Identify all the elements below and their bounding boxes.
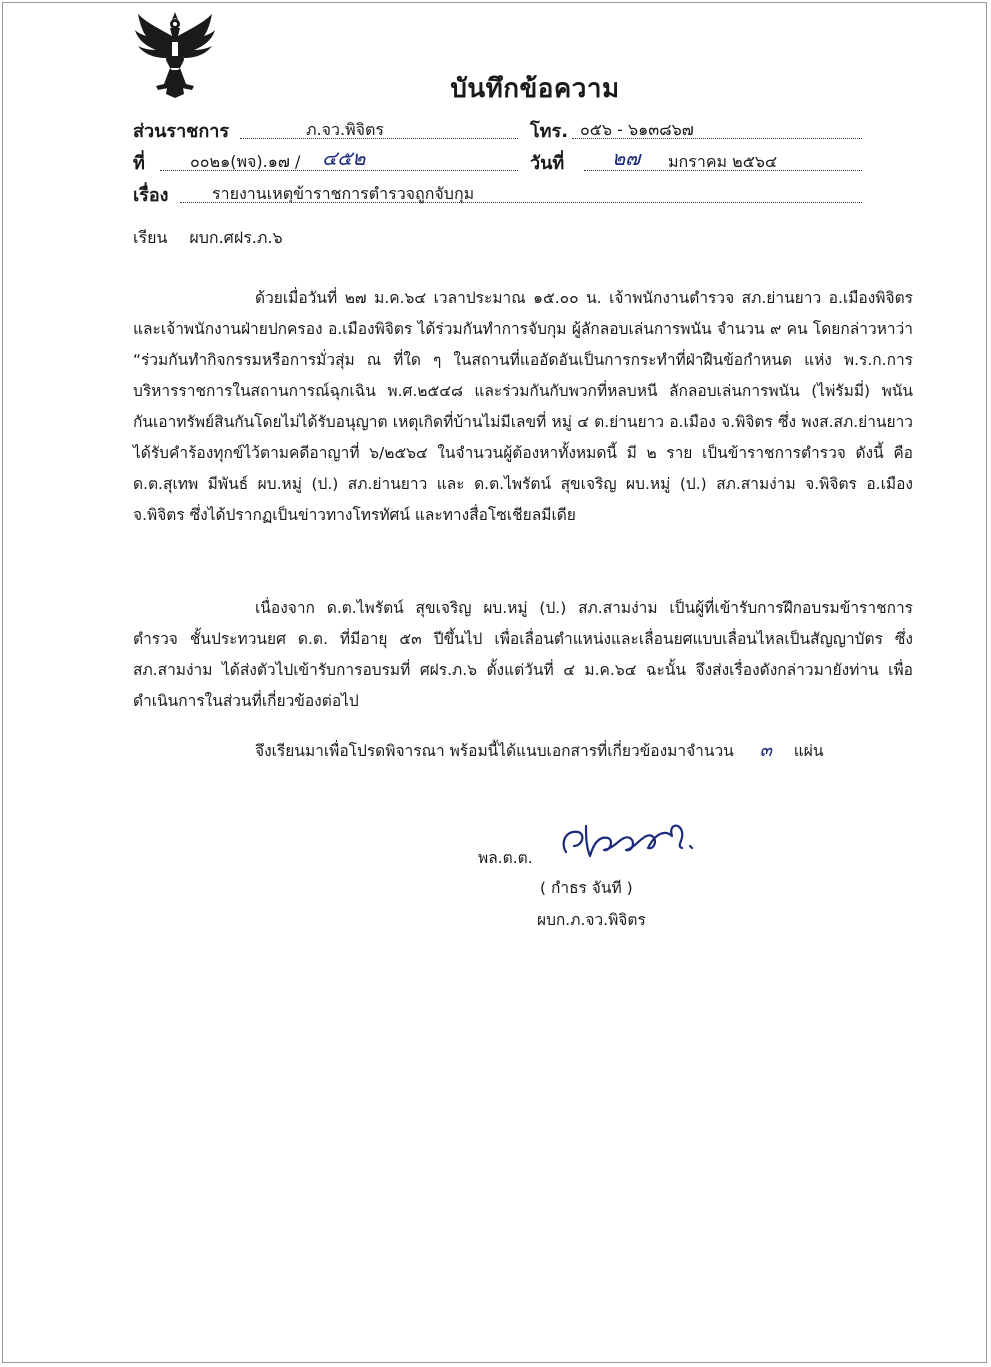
pages-count-handwritten: ๓ (759, 740, 772, 761)
subject-label: เรื่อง (133, 185, 169, 206)
body-paragraph-2: เนื่องจาก ด.ต.ไพรัตน์ สุขเจริญ ผบ.หมู่ (ป.) สภ.สามง่าม เป็นผู้ที่เข้ารับการฝึกอบรมข้าราชการตำรวจ ชั้นประทวนยศ ด.ต. ที่มีอายุ ๕๓ ปีขึ้นไป เพื่อเลื่อนตำแหน่งและเลื่อนยศแบบเลื่อนไหลเป็นสัญญาบัตร ซึ่ง สภ.สามง่าม ได้ส่งตัวไปเข้ารับการอบรมที่ ศฝร.ภ.๖ ตั้งแต่วันที่ ๔ ม.ค.๖๔ ฉะนั้น จึงส่งเรื่องดังกล่าวมายังท่าน เพื่อดำเนินการในส่วนที่เกี่ยวข้องต่อไป (133, 599, 913, 710)
memo-title: บันทึกข้อความ (450, 74, 620, 104)
salutation (133, 226, 283, 251)
number-value: ๐๐๒๑(พจ).๑๗ / (190, 152, 301, 171)
garuda-emblem (134, 10, 216, 100)
phone-value: ๐๕๖ - ๖๑๓๘๖๗ (580, 120, 694, 139)
subject-value: รายงานเหตุข้าราชการตำรวจถูกจับกุม (212, 184, 475, 203)
closing-text: จึงเรียนมาเพื่อโปรดพิจารณา พร้อมนี้ได้แนบเอกสารที่เกี่ยวข้องมาจำนวน (255, 742, 734, 760)
body-paragraph-1: ด้วยเมื่อวันที่ ๒๗ ม.ค.๖๔ เวลาประมาณ ๑๕.๐๐ น. เจ้าพนักงานตำรวจ สภ.ย่านยาว อ.เมืองพิจิตร และเจ้าพนักงานฝ่ายปกครอง อ.เมืองพิจิตร ได้ร่วมกันทำการจับกุม ผู้ลักลอบเล่นการพนัน จำนวน ๙ คน โดยกล่าวหาว่า “ร่วมกันทำกิจกรรมหรือการมั่วสุ่ม ณ ที่ใด ๆ ในสถานที่แออัดอันเป็นการกระทำที่ฝ่าฝืนข้อกำหนด แห่ง พ.ร.ก.การบริหารราชการในสถานการณ์ฉุกเฉิน พ.ศ.๒๕๔๘ และร่วมกันกับพวกที่หลบหนี ลักลอบเล่นการพนัน (ไพ่รัมมี่) พนันกันเอาทรัพย์สินกันโดยไม่ได้รับอนุญาต เหตุเกิดที่บ้านไม่มีเลขที่ หมู่ ๔ ต.ย่านยาว อ.เมือง จ.พิจิตร ซึ่ง พงส.สภ.ย่านยาว ได้รับคำร้องทุกข์ไว้ตามคดีอาญาที่ ๖/๒๕๖๔ ในจำนวนผู้ต้องหาทั้งหมดนี้ มี ๒ ราย เป็นข้าราชการตำรวจ ดังนี้ คือ ด.ต.สุเทพ มีพันธ์ ผบ.หมู่ (ป.) สภ.ย่านยาว และ ด.ต.ไพรัตน์ สุขเจริญ ผบ.หมู่ (ป.) สภ.สามง่าม จ.พิจิตร อ.เมือง จ.พิจิตร ซึ่งได้ปรากฏเป็นข่าวทางโทรทัศน์ และทางสื่อโซเชียลมีเดีย (133, 289, 913, 524)
date-day-handwritten: ๒๗ (612, 146, 641, 170)
signer-title: ผบก.ภ.จว.พิจิตร (537, 911, 646, 929)
salutation-label: เรียน (133, 228, 168, 247)
number-handwritten: ๔๕๒ (322, 146, 366, 170)
handwritten-signature (556, 812, 716, 872)
closing-line (255, 735, 823, 764)
date-label: วันที่ (530, 153, 565, 174)
agency-value: ภ.จว.พิจิตร (306, 120, 384, 139)
phone-label: โทร. (530, 121, 569, 142)
pages-unit: แผ่น (793, 742, 824, 760)
salutation-recipient: ผบก.ศฝร.ภ.๖ (189, 228, 283, 247)
agency-label: ส่วนราชการ (133, 121, 230, 142)
signer-rank: พล.ต.ต. (478, 849, 533, 867)
signer-name: ( กำธร จันที ) (540, 879, 633, 897)
number-label: ที่ (133, 153, 145, 174)
date-value: มกราคม ๒๕๖๔ (668, 152, 778, 171)
